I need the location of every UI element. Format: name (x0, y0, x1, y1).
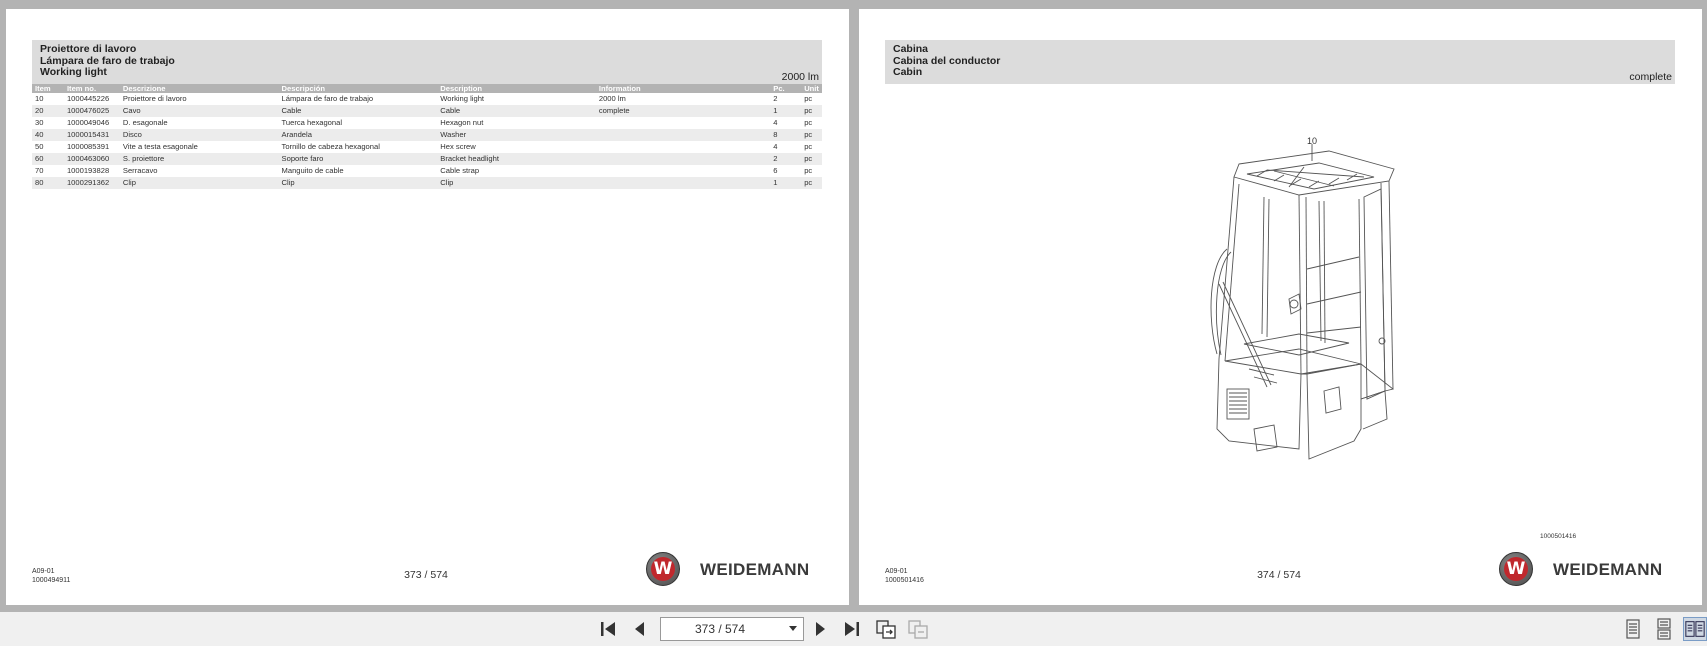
page-link-icon (874, 617, 898, 641)
cell-item-no: 1000015431 (64, 129, 120, 141)
cell-unit: pc (801, 141, 822, 153)
page-link-disabled-icon (906, 617, 930, 641)
single-page-view-button[interactable] (1621, 617, 1645, 641)
first-page-icon (596, 617, 620, 641)
cell-desc-en: Bracket headlight (437, 153, 596, 165)
table-row (32, 129, 822, 141)
logo-letter: W (1504, 557, 1528, 581)
single-page-view-icon (1621, 617, 1645, 641)
footer-codes (32, 568, 70, 585)
cell-desc-it: Disco (120, 129, 279, 141)
drawing-number: 1000501416 (1540, 533, 1577, 540)
two-page-view-icon (1684, 618, 1706, 640)
next-page-icon (808, 617, 832, 641)
cell-item: 20 (32, 105, 64, 117)
cell-info: 2000 lm (596, 93, 770, 105)
cell-pc: 2 (770, 93, 801, 105)
chevron-down-icon (789, 626, 797, 631)
cell-info (596, 141, 770, 153)
table-row (32, 105, 822, 117)
title-italian: Cabina (893, 43, 929, 55)
footer-codes (885, 568, 924, 585)
cell-info: complete (596, 105, 770, 117)
next-page-button[interactable] (808, 617, 832, 641)
weidemann-logo-icon (1499, 552, 1533, 586)
table-row (32, 153, 822, 165)
prev-page-icon (628, 617, 652, 641)
cell-info (596, 153, 770, 165)
last-page-button[interactable] (840, 617, 864, 641)
footer-section-code: A09-01 (885, 568, 908, 575)
cell-info (596, 165, 770, 177)
cell-item: 30 (32, 117, 64, 129)
table-row (32, 165, 822, 177)
section-header (32, 40, 822, 84)
cell-desc-it: Vite a testa esagonale (120, 141, 279, 153)
cell-desc-es: Manguito de cable (279, 165, 438, 177)
title-english: Working light (40, 66, 107, 78)
weidemann-logo-icon (646, 552, 680, 586)
cell-item: 10 (32, 93, 64, 105)
cell-pc: 1 (770, 177, 801, 189)
continuous-view-icon (1652, 617, 1676, 641)
first-page-button[interactable] (596, 617, 620, 641)
cell-unit: pc (801, 117, 822, 129)
cell-desc-es: Arandela (279, 129, 438, 141)
footer-section-code: A09-01 (32, 568, 55, 575)
cell-item: 80 (32, 177, 64, 189)
cell-desc-en: Cable strap (437, 165, 596, 177)
cell-item: 60 (32, 153, 64, 165)
cell-unit: pc (801, 177, 822, 189)
cell-unit: pc (801, 105, 822, 117)
cell-pc: 4 (770, 117, 801, 129)
page-link-disabled-button[interactable] (906, 617, 930, 641)
cell-desc-es: Cable (279, 105, 438, 117)
cell-item-no: 1000085391 (64, 141, 120, 153)
cell-item-no: 1000463060 (64, 153, 120, 165)
cell-unit: pc (801, 153, 822, 165)
column-header: Item no. (64, 84, 120, 93)
header-value: 2000 lm (781, 71, 819, 83)
title-italian: Proiettore di lavoro (40, 43, 137, 55)
cell-desc-it: D. esagonale (120, 117, 279, 129)
cell-desc-es: Clip (279, 177, 438, 189)
cell-desc-es: Tuerca hexagonal (279, 117, 438, 129)
column-header: Information (596, 84, 770, 93)
cell-desc-en: Clip (437, 177, 596, 189)
title-spanish: Lámpara de faro de trabajo (40, 55, 175, 67)
last-page-icon (840, 617, 864, 641)
page-link-button[interactable] (874, 617, 898, 641)
cell-item-no: 1000049046 (64, 117, 120, 129)
title-english: Cabin (893, 66, 923, 78)
cell-item: 50 (32, 141, 64, 153)
table-row (32, 177, 822, 189)
cell-desc-en: Cable (437, 105, 596, 117)
table-row (32, 93, 822, 105)
cell-pc: 8 (770, 129, 801, 141)
page-number: 374 / 574 (1257, 569, 1301, 581)
cell-pc: 1 (770, 105, 801, 117)
cell-pc: 6 (770, 165, 801, 177)
document-page-left (6, 9, 849, 605)
table-row (32, 141, 822, 153)
cell-desc-es: Lámpara de faro de trabajo (279, 93, 438, 105)
column-header: Description (437, 84, 596, 93)
parts-table (32, 84, 822, 189)
cell-desc-es: Soporte faro (279, 153, 438, 165)
column-header: Item (32, 84, 64, 93)
column-header: Pc. (770, 84, 801, 93)
callout-label: 10 (1307, 136, 1318, 146)
footer-document-number: 1000494911 (32, 576, 71, 584)
cell-desc-es: Tornillo de cabeza hexagonal (279, 141, 438, 153)
viewer-toolbar (0, 612, 1707, 646)
cell-item-no: 1000476025 (64, 105, 120, 117)
cell-pc: 2 (770, 153, 801, 165)
cell-unit: pc (801, 165, 822, 177)
table-header-row (32, 84, 822, 93)
cell-info (596, 129, 770, 141)
cell-desc-en: Working light (437, 93, 596, 105)
cell-pc: 4 (770, 141, 801, 153)
cell-item: 70 (32, 165, 64, 177)
cell-desc-en: Hex screw (437, 141, 596, 153)
cell-item-no: 1000291362 (64, 177, 120, 189)
table-row (32, 117, 822, 129)
cell-unit: pc (801, 93, 822, 105)
cell-desc-it: Cavo (120, 105, 279, 117)
cell-desc-en: Hexagon nut (437, 117, 596, 129)
document-page-right (859, 9, 1702, 605)
cell-desc-it: Serracavo (120, 165, 279, 177)
cell-desc-it: S. proiettore (120, 153, 279, 165)
prev-page-button[interactable] (628, 617, 652, 641)
cabin-drawing (1149, 129, 1409, 499)
footer-document-number: 1000501416 (885, 576, 924, 584)
cell-item-no: 1000193828 (64, 165, 120, 177)
column-header: Descrizione (120, 84, 279, 93)
cell-info (596, 117, 770, 129)
column-header: Unit (801, 84, 822, 93)
cell-info (596, 177, 770, 189)
cell-item-no: 1000445226 (64, 93, 120, 105)
brand-name: WEIDEMANN (1553, 560, 1663, 579)
cell-desc-en: Washer (437, 129, 596, 141)
page-number: 373 / 574 (404, 569, 448, 581)
cell-desc-it: Clip (120, 177, 279, 189)
cell-unit: pc (801, 129, 822, 141)
cell-desc-it: Proiettore di lavoro (120, 93, 279, 105)
title-spanish: Cabina del conductor (893, 55, 1001, 67)
header-value: complete (1629, 71, 1672, 83)
column-header: Descripción (279, 84, 438, 93)
section-header (885, 40, 1675, 84)
page-number-input[interactable] (661, 618, 779, 640)
two-page-view-button[interactable] (1683, 617, 1707, 641)
continuous-view-button[interactable] (1652, 617, 1676, 641)
cell-item: 40 (32, 129, 64, 141)
page-selector[interactable] (660, 617, 804, 641)
logo-letter: W (651, 557, 675, 581)
brand-name: WEIDEMANN (700, 560, 810, 579)
